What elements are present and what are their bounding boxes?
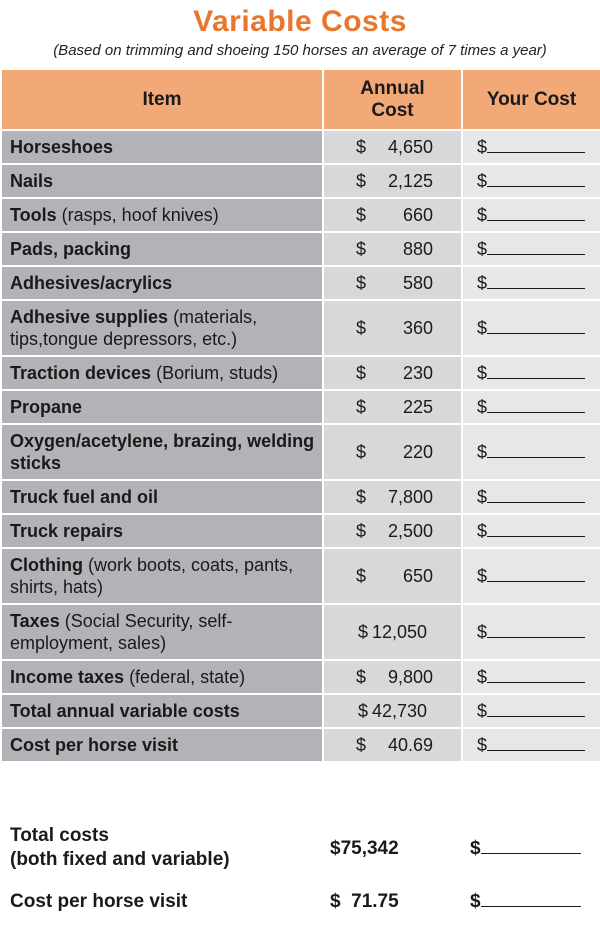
annual-cost-amount: 7,800 bbox=[387, 487, 433, 507]
annual-cost-cell bbox=[323, 130, 462, 164]
table-row bbox=[1, 604, 600, 660]
item-name: Adhesive supplies bbox=[10, 307, 169, 327]
annual-cost-currency: $ bbox=[356, 137, 367, 157]
annual-cost-currency: $ bbox=[356, 239, 367, 259]
your-cost-symbol: $ bbox=[477, 622, 488, 642]
your-cost-blank[interactable] bbox=[487, 666, 585, 683]
table-row bbox=[1, 548, 600, 604]
annual-cost-cell bbox=[323, 728, 462, 762]
item-name: Truck fuel and oil bbox=[10, 487, 159, 507]
annual-cost-cell bbox=[323, 548, 462, 604]
your-cost-symbol: $ bbox=[477, 239, 488, 259]
item-name: Propane bbox=[10, 397, 83, 417]
item-name: Traction devices bbox=[10, 363, 152, 383]
table-header-row bbox=[1, 69, 600, 130]
your-cost-symbol: $ bbox=[477, 363, 488, 383]
annual-cost-amount: 660 bbox=[402, 205, 433, 225]
item-cell bbox=[1, 660, 323, 694]
annual-cost-cell bbox=[323, 480, 462, 514]
your-cost-cell[interactable] bbox=[462, 130, 600, 164]
annual-cost-cell bbox=[323, 164, 462, 198]
table-row bbox=[1, 424, 600, 480]
your-cost-symbol: $ bbox=[477, 137, 488, 157]
annual-cost-amount: 230 bbox=[402, 363, 433, 383]
your-cost-symbol: $ bbox=[477, 205, 488, 225]
total-per-visit-your-cost[interactable] bbox=[470, 890, 581, 914]
annual-cost-currency: $ bbox=[357, 622, 368, 642]
annual-cost-currency: $ bbox=[356, 273, 367, 293]
item-name: Taxes bbox=[10, 611, 60, 631]
item-name: Cost per horse visit bbox=[10, 735, 179, 755]
annual-cost-amount: 360 bbox=[402, 318, 433, 338]
annual-cost-cell bbox=[323, 300, 462, 356]
annual-cost-currency: $ bbox=[356, 735, 367, 755]
header-annual-cost bbox=[323, 69, 462, 130]
annual-cost-cell bbox=[323, 604, 462, 660]
your-cost-cell[interactable] bbox=[462, 480, 600, 514]
annual-cost-cell bbox=[323, 424, 462, 480]
item-name: Nails bbox=[10, 171, 54, 191]
table-row bbox=[1, 232, 600, 266]
item-cell bbox=[1, 480, 323, 514]
item-cell bbox=[1, 164, 323, 198]
your-cost-cell[interactable] bbox=[462, 390, 600, 424]
annual-cost-amount: 880 bbox=[402, 239, 433, 259]
item-detail: (materials, tips,tongue depressors, etc.) bbox=[10, 307, 258, 349]
your-cost-symbol: $ bbox=[477, 487, 488, 507]
header-your-cost: Your Cost bbox=[462, 69, 600, 130]
item-name: Total annual variable costs bbox=[10, 701, 240, 721]
table-row bbox=[1, 480, 600, 514]
annual-cost-amount: 580 bbox=[402, 273, 433, 293]
your-cost-blank[interactable] bbox=[487, 396, 585, 413]
your-cost-blank[interactable] bbox=[487, 272, 585, 289]
table-row bbox=[1, 660, 600, 694]
your-cost-blank[interactable] bbox=[487, 621, 585, 638]
item-cell bbox=[1, 266, 323, 300]
annual-cost-cell bbox=[323, 266, 462, 300]
item-cell bbox=[1, 300, 323, 356]
your-cost-cell[interactable] bbox=[462, 694, 600, 728]
your-cost-blank[interactable] bbox=[487, 441, 585, 458]
annual-cost-amount: 40.69 bbox=[387, 735, 433, 755]
item-cell bbox=[1, 356, 323, 390]
total-costs-line1: Total costs bbox=[10, 825, 109, 846]
annual-cost-currency: $ bbox=[356, 566, 367, 586]
item-name: Pads, packing bbox=[10, 239, 132, 259]
item-cell bbox=[1, 232, 323, 266]
table-row bbox=[1, 266, 600, 300]
header-annual-line2: Cost bbox=[371, 99, 414, 121]
item-name: Horseshoes bbox=[10, 137, 114, 157]
table-row bbox=[1, 694, 600, 728]
your-cost-cell[interactable] bbox=[462, 424, 600, 480]
total-per-visit-row bbox=[0, 890, 600, 916]
table-row bbox=[1, 130, 600, 164]
your-cost-blank[interactable] bbox=[487, 700, 585, 717]
your-cost-symbol: $ bbox=[477, 273, 488, 293]
your-cost-blank[interactable] bbox=[487, 362, 585, 379]
item-detail: (work boots, coats, pants, shirts, hats) bbox=[10, 555, 294, 597]
annual-cost-amount: 12,050 bbox=[371, 622, 428, 642]
your-cost-symbol: $ bbox=[477, 566, 488, 586]
annual-cost-currency: $ bbox=[356, 487, 367, 507]
item-name: Oxygen/acetylene, brazing, welding sticks bbox=[10, 431, 315, 473]
annual-cost-cell bbox=[323, 356, 462, 390]
your-cost-symbol: $ bbox=[477, 735, 488, 755]
your-cost-symbol: $ bbox=[477, 442, 488, 462]
your-cost-cell[interactable] bbox=[462, 660, 600, 694]
your-cost-symbol: $ bbox=[477, 318, 488, 338]
your-cost-blank[interactable] bbox=[487, 136, 585, 153]
total-costs-value: $75,342 bbox=[330, 838, 399, 859]
item-detail: (federal, state) bbox=[124, 667, 246, 687]
annual-cost-amount: 220 bbox=[402, 442, 433, 462]
annual-cost-currency: $ bbox=[356, 397, 367, 417]
table-row bbox=[1, 198, 600, 232]
item-name: Clothing bbox=[10, 555, 83, 575]
your-cost-blank[interactable] bbox=[487, 238, 585, 255]
annual-cost-currency: $ bbox=[356, 442, 367, 462]
your-cost-blank[interactable] bbox=[487, 204, 585, 221]
table-row bbox=[1, 300, 600, 356]
item-cell bbox=[1, 548, 323, 604]
table-row bbox=[1, 390, 600, 424]
total-per-visit-value: $ 71.75 bbox=[330, 891, 399, 912]
page-title: Variable Costs bbox=[193, 5, 407, 38]
item-cell bbox=[1, 390, 323, 424]
your-cost-symbol: $ bbox=[477, 171, 488, 191]
item-name: Truck repairs bbox=[10, 521, 124, 541]
your-cost-cell[interactable] bbox=[462, 604, 600, 660]
your-cost-symbol: $ bbox=[477, 521, 488, 541]
your-cost-cell[interactable] bbox=[462, 164, 600, 198]
annual-cost-amount: 2,500 bbox=[387, 521, 433, 541]
your-cost-blank[interactable] bbox=[487, 520, 585, 537]
item-cell bbox=[1, 198, 323, 232]
item-cell bbox=[1, 424, 323, 480]
annual-cost-currency: $ bbox=[356, 171, 367, 191]
your-cost-cell[interactable] bbox=[462, 198, 600, 232]
item-name: Adhesives/acrylics bbox=[10, 273, 173, 293]
your-cost-blank[interactable] bbox=[487, 486, 585, 503]
your-cost-symbol: $ bbox=[477, 701, 488, 721]
your-cost-blank[interactable] bbox=[487, 170, 585, 187]
total-per-visit-label: Cost per horse visit bbox=[10, 891, 188, 912]
annual-cost-amount: 42,730 bbox=[371, 701, 428, 721]
total-costs-your-symbol: $ bbox=[470, 838, 481, 859]
annual-cost-cell bbox=[323, 694, 462, 728]
annual-cost-currency: $ bbox=[356, 318, 367, 338]
your-cost-cell[interactable] bbox=[462, 300, 600, 356]
your-cost-blank[interactable] bbox=[487, 734, 585, 751]
annual-cost-currency: $ bbox=[356, 667, 367, 687]
table-row bbox=[1, 356, 600, 390]
annual-cost-amount: 4,650 bbox=[387, 137, 433, 157]
annual-cost-cell bbox=[323, 514, 462, 548]
item-cell bbox=[1, 514, 323, 548]
item-name: Income taxes bbox=[10, 667, 125, 687]
your-cost-cell[interactable] bbox=[462, 356, 600, 390]
item-cell bbox=[1, 728, 323, 762]
item-detail: (rasps, hoof knives) bbox=[56, 205, 219, 225]
header-item: Item bbox=[1, 69, 323, 130]
annual-cost-currency: $ bbox=[356, 363, 367, 383]
item-cell bbox=[1, 694, 323, 728]
total-costs-your-cost[interactable] bbox=[470, 837, 581, 861]
annual-cost-cell bbox=[323, 198, 462, 232]
header-annual-line1: Annual bbox=[360, 77, 425, 99]
total-costs-your-blank[interactable] bbox=[481, 837, 581, 854]
your-cost-symbol: $ bbox=[477, 397, 488, 417]
table-body bbox=[1, 130, 600, 762]
total-costs-row bbox=[0, 824, 600, 876]
your-cost-cell[interactable] bbox=[462, 232, 600, 266]
annual-cost-cell bbox=[323, 660, 462, 694]
page-subtitle: (Based on trimming and shoeing 150 horses an average of 7 times a year) bbox=[53, 42, 547, 59]
item-detail: (Borium, studs) bbox=[151, 363, 279, 383]
your-cost-blank[interactable] bbox=[487, 565, 585, 582]
annual-cost-amount: 225 bbox=[402, 397, 433, 417]
annual-cost-amount: 9,800 bbox=[387, 667, 433, 687]
annual-cost-currency: $ bbox=[356, 521, 367, 541]
total-costs-label bbox=[10, 824, 230, 872]
annual-cost-cell bbox=[323, 232, 462, 266]
item-name: Tools bbox=[10, 205, 57, 225]
table-row bbox=[1, 728, 600, 762]
annual-cost-cell bbox=[323, 390, 462, 424]
annual-cost-currency: $ bbox=[356, 205, 367, 225]
annual-cost-amount: 2,125 bbox=[387, 171, 433, 191]
annual-cost-currency: $ bbox=[357, 701, 368, 721]
your-cost-cell[interactable] bbox=[462, 266, 600, 300]
total-costs-line2: (both fixed and variable) bbox=[10, 849, 230, 870]
table-row bbox=[1, 164, 600, 198]
item-detail: (Social Security, self-employment, sales) bbox=[10, 611, 233, 653]
item-cell bbox=[1, 130, 323, 164]
total-per-visit-your-blank[interactable] bbox=[481, 890, 581, 907]
your-cost-blank[interactable] bbox=[487, 317, 585, 334]
your-cost-cell[interactable] bbox=[462, 548, 600, 604]
your-cost-cell[interactable] bbox=[462, 728, 600, 762]
annual-cost-amount: 650 bbox=[402, 566, 433, 586]
item-cell bbox=[1, 604, 323, 660]
total-per-visit-your-symbol: $ bbox=[470, 891, 481, 912]
variable-costs-table bbox=[0, 68, 600, 763]
your-cost-symbol: $ bbox=[477, 667, 488, 687]
your-cost-cell[interactable] bbox=[462, 514, 600, 548]
table-row bbox=[1, 514, 600, 548]
